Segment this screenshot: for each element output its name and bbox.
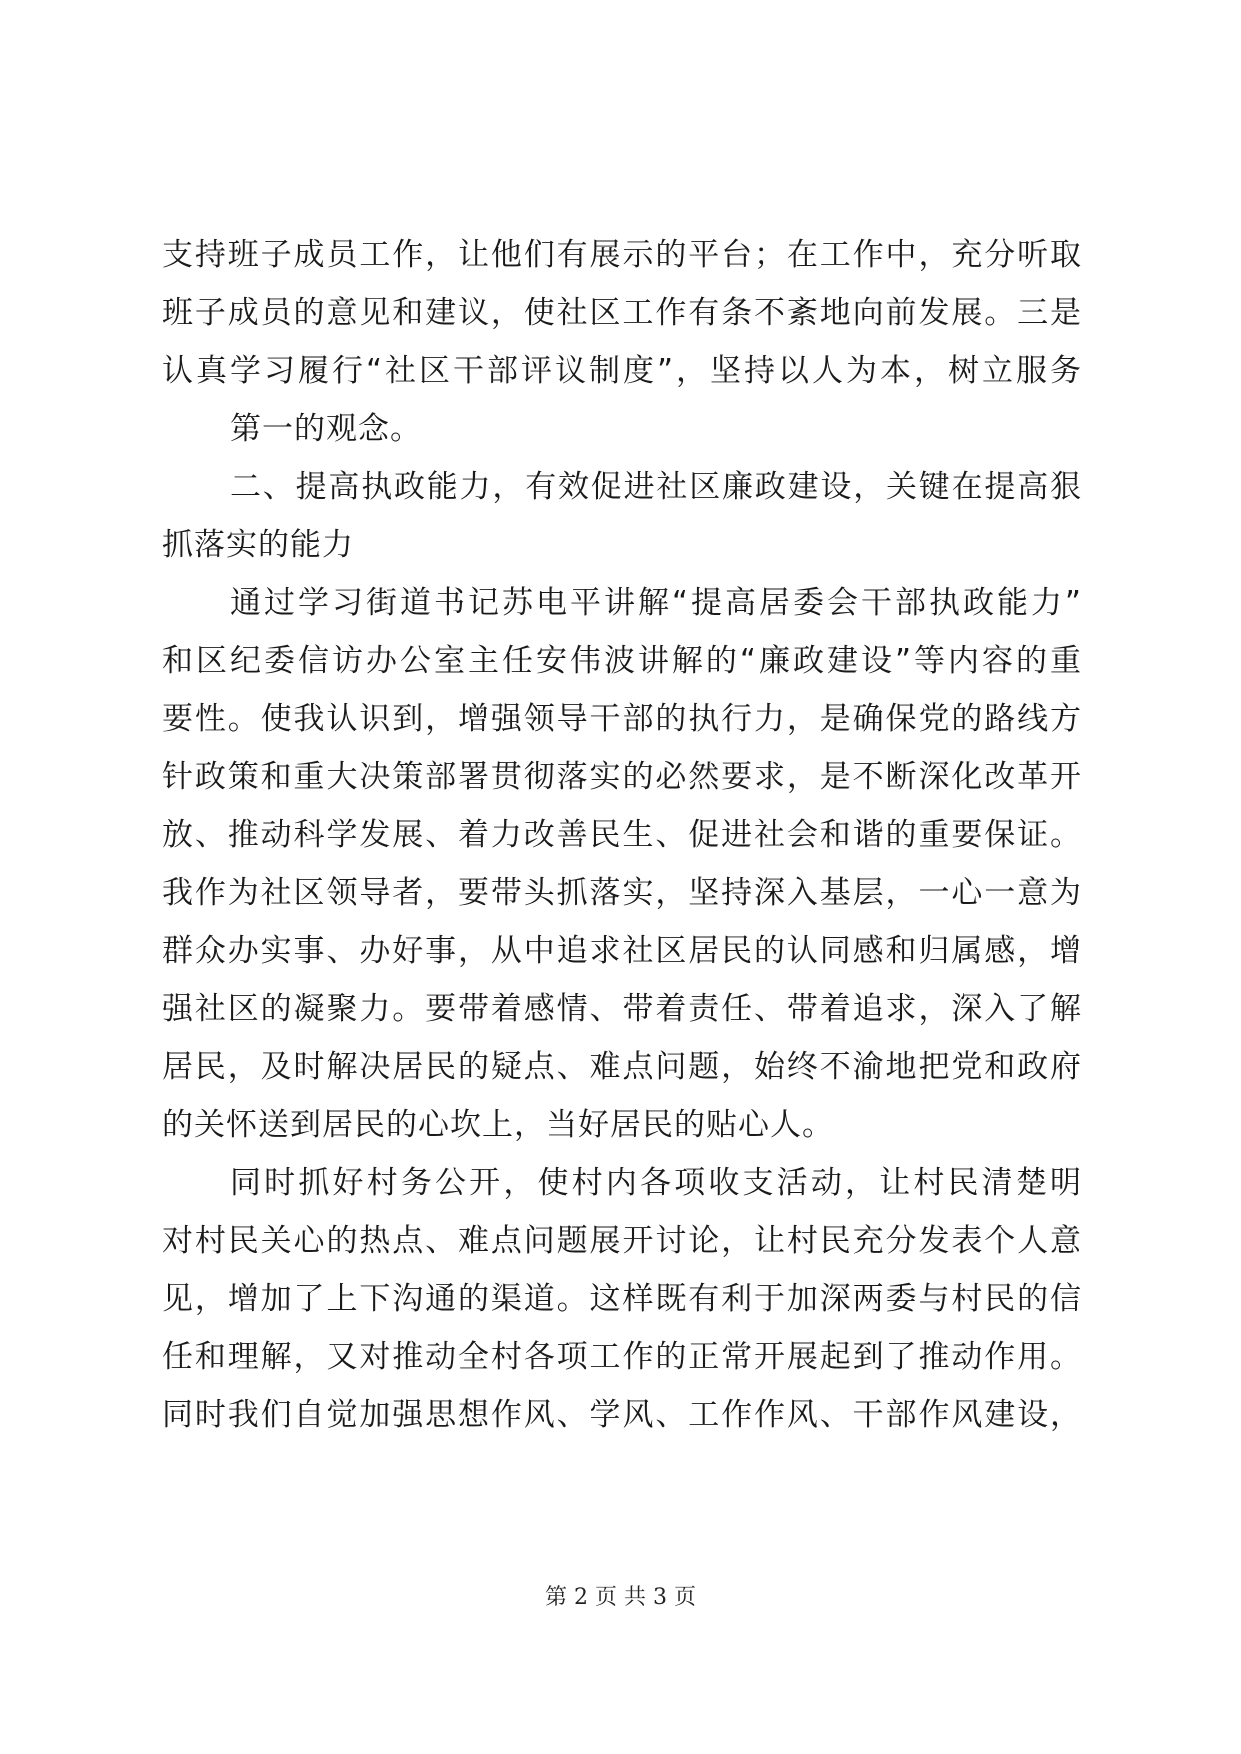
text-line: 我作为社区领导者，要带头抓落实，坚持深入基层，一心一意为 [162,875,1082,911]
text-line: 同时抓好村务公开，使村内各项收支活动，让村民清楚明 [230,1165,1082,1201]
text-line: 任和理解，又对推动全村各项工作的正常开展起到了推动作用。 [162,1339,1082,1375]
page-footer [0,1580,1241,1611]
text-line: 二、提高执政能力，有效促进社区廉政建设，关键在提高狠 [230,469,1082,505]
text-line: 同时我们自觉加强思想作风、学风、工作作风、干部作风建设， [162,1397,1082,1433]
text-line: 居民，及时解决居民的疑点、难点问题，始终不渝地把党和政府 [162,1049,1082,1085]
text-line: 抓落实的能力 [162,527,354,563]
text-line: 群众办实事、办好事，从中追求社区居民的认同感和归属感，增 [162,933,1082,969]
text-line: 第一的观念。 [230,411,422,447]
text-line: 要性。使我认识到，增强领导干部的执行力，是确保党的路线方 [162,701,1082,737]
text-line: 班子成员的意见和建议，使社区工作有条不紊地向前发展。三是 [162,295,1082,331]
text-line: 针政策和重大决策部署贯彻落实的必然要求，是不断深化改革开 [162,759,1082,795]
text-line: 放、推动科学发展、着力改善民生、促进社会和谐的重要保证。 [162,817,1082,853]
document-body [162,226,1082,1444]
text-line: 和区纪委信访办公室主任安伟波讲解的“廉政建设”等内容的重 [162,643,1082,679]
text-line: 认真学习履行“社区干部评议制度”，坚持以人为本，树立服务 [162,353,1082,389]
text-line: 的关怀送到居民的心坎上，当好居民的贴心人。 [162,1107,834,1143]
text-line: 支持班子成员工作，让他们有展示的平台；在工作中，充分听取 [162,237,1082,273]
text-line: 强社区的凝聚力。要带着感情、带着责任、带着追求，深入了解 [162,991,1082,1027]
page-number-label: 第 2 页 共 3 页 [545,1585,696,1610]
text-line: 通过学习街道书记苏电平讲解“提高居委会干部执政能力” [230,585,1082,621]
text-line: 见，增加了上下沟通的渠道。这样既有利于加深两委与村民的信 [162,1281,1082,1317]
text-line: 对村民关心的热点、难点问题展开讨论，让村民充分发表个人意 [162,1223,1082,1259]
